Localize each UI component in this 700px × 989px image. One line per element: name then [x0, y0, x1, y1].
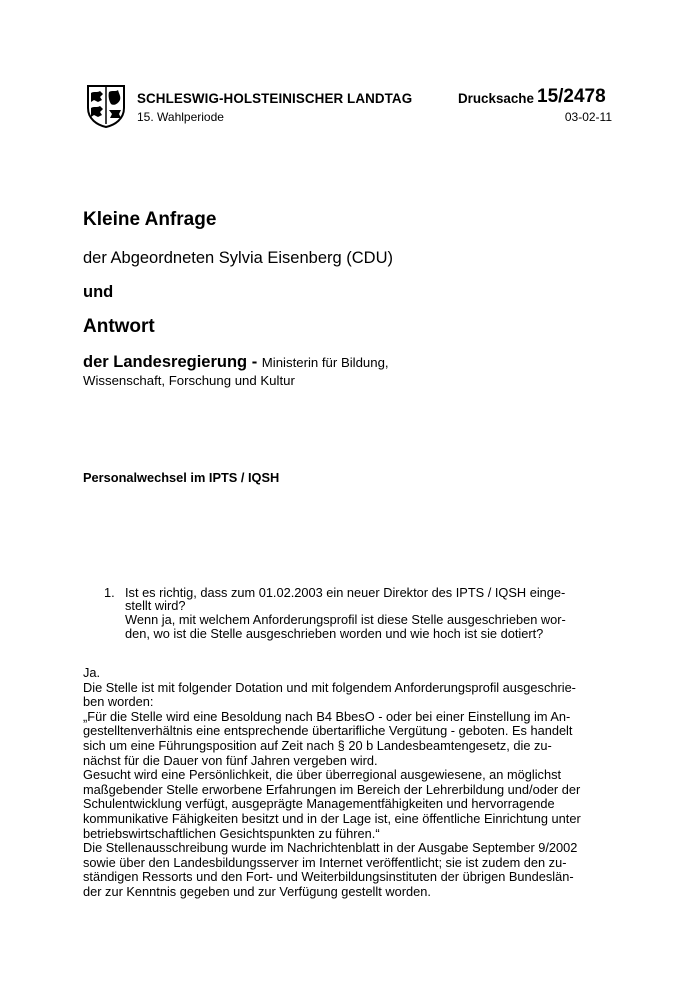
document-label: Drucksache: [458, 91, 534, 106]
government-label: der Landesregierung -: [83, 353, 258, 371]
answer-line: gestelltenverhältnis eine entsprechende übertarifliche Vergütung - geboten. Es handelt: [83, 723, 573, 739]
subject-heading: Personalwechsel im IPTS / IQSH: [83, 470, 280, 485]
answer-line: Die Stelle ist mit folgender Dotation und mit folgendem Anforderungsprofil ausgeschrie-: [83, 679, 576, 695]
question-number: 1.: [104, 585, 115, 600]
title-kleine-anfrage: Kleine Anfrage: [83, 209, 217, 230]
answer-line: maßgebender Stelle erworbene Erfahrungen im Bereich der Lehrerbildung und/oder der: [83, 781, 581, 797]
document-date: 03-02-11: [564, 110, 612, 124]
legislative-period: 15. Wahlperiode: [137, 110, 224, 124]
answer-line: Die Stellenausschreibung wurde im Nachrichtenblatt in der Ausgabe September 9/2002: [83, 840, 578, 856]
title-government: [83, 353, 389, 372]
answer-line: sowie über den Landesbildungsserver im Internet veröffentlicht; sie ist zudem den zu-: [83, 854, 567, 870]
question-line: den, wo ist die Stelle ausgeschrieben worden und wie hoch ist sie dotiert?: [125, 626, 544, 641]
ministry-line-2: Wissenschaft, Forschung und Kultur: [83, 373, 295, 388]
answer-line: ben worden:: [83, 694, 154, 710]
answer-line: betriebswirtschaftlichen Gesichtspunkten zu führen.“: [83, 825, 380, 841]
coat-of-arms-icon: [86, 84, 126, 128]
question-line: Wenn ja, mit welchem Anforderungsprofil ist diese Stelle ausgeschrieben wor-: [125, 612, 566, 627]
title-und: und: [83, 283, 114, 301]
answer-line: „Für die Stelle wird eine Besoldung nach B4 BbesO - oder bei einer Einstellung im An-: [83, 708, 571, 724]
answer-line: sich um eine Führungsposition auf Zeit nach § 20 b Landesbeamtengesetz, die zu-: [83, 737, 552, 753]
answer-line: Gesucht wird eine Persönlichkeit, die über überregional ausgewiesene, an möglichst: [83, 767, 562, 783]
answer-line: Ja.: [83, 665, 101, 680]
ministry-line-1: Ministerin für Bildung,: [261, 355, 389, 370]
answer-line: Schulentwicklung verfügt, ausgeprägte Managementfähigkeiten und hervorragende: [83, 796, 555, 812]
answer-line: kommunikative Fähigkeiten besitzt und in der Lage ist, eine öffentliche Einrichtung unter: [83, 810, 581, 826]
answer-line: der zur Kenntnis gegeben und zur Verfügung gestellt worden.: [83, 883, 431, 899]
question-line: stellt wird?: [125, 598, 186, 613]
answer-block: [83, 666, 581, 900]
title-antwort: Antwort: [83, 316, 155, 337]
parliament-name: SCHLESWIG-HOLSTEINISCHER LANDTAG: [137, 91, 413, 106]
title-member: der Abgeordneten Sylvia Eisenberg (CDU): [83, 249, 393, 267]
document-number: 15/2478: [537, 86, 606, 107]
answer-line: ständigen Ressorts und den Fort- und Weiterbildungsinstituten der übrigen Bundeslän-: [83, 869, 574, 885]
answer-line: nächst für die Dauer von fünf Jahren vergeben wird.: [83, 752, 378, 768]
question-line: Ist es richtig, dass zum 01.02.2003 ein neuer Direktor des IPTS / IQSH einge-: [125, 585, 566, 600]
